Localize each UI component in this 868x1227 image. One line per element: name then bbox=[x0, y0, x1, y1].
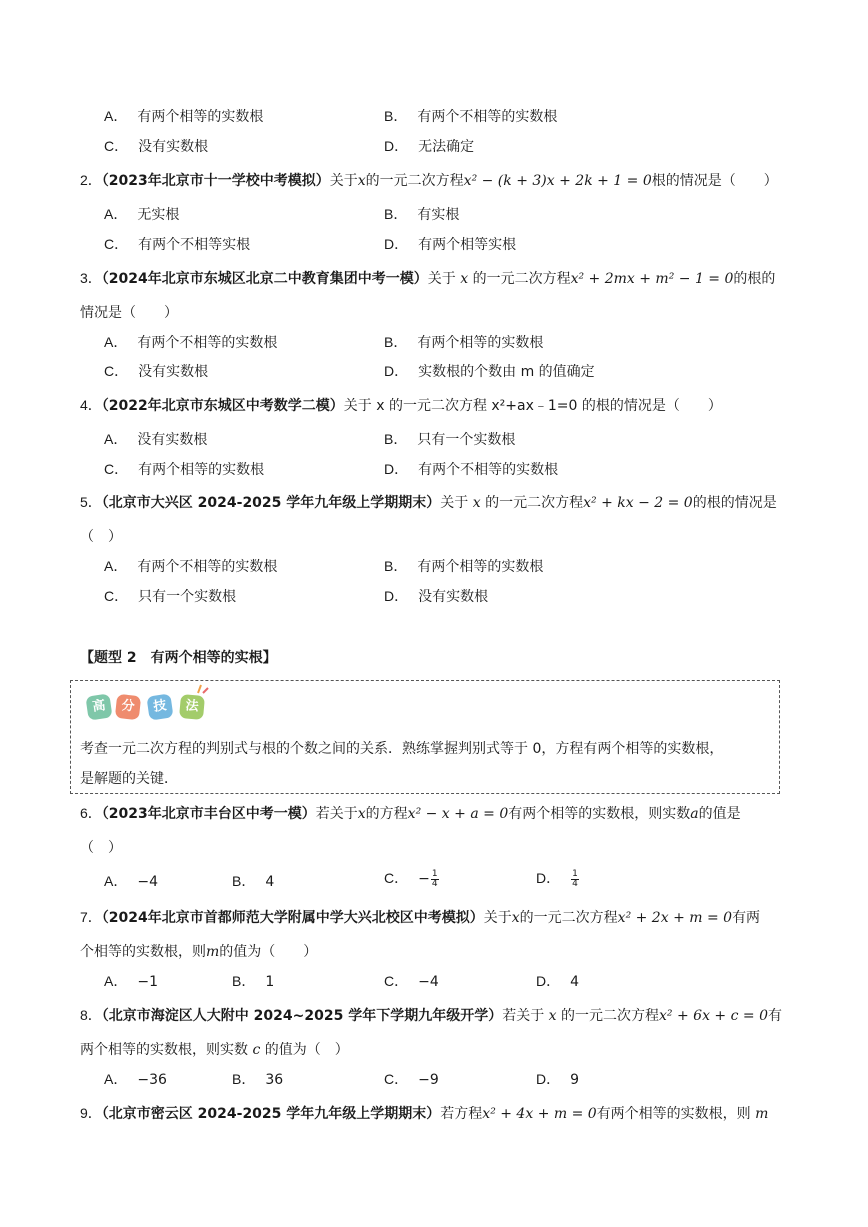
q8-option-b: B． 36 bbox=[232, 1071, 284, 1088]
question-7-stem-line2: 个相等的实数根，则m的值为（ ） bbox=[80, 944, 318, 960]
q5-option-d: D． 没有实数根 bbox=[384, 588, 489, 605]
q4-option-b: B． 只有一个实数根 bbox=[384, 431, 516, 448]
q5-option-c: C． 只有一个实数根 bbox=[104, 588, 237, 605]
q2-option-d: D． 有两个相等实根 bbox=[384, 236, 517, 253]
tip-badge-3: 技 bbox=[146, 693, 173, 720]
question-2-stem: 2．（2023年北京市十一学校中考模拟）关于x的一元二次方程x² − (k + 3)x + 2k + 1 = 0根的情况是（ ） bbox=[80, 172, 778, 189]
tip-badge-2: 分 bbox=[115, 694, 141, 720]
q4-option-a: A． 没有实数根 bbox=[104, 431, 208, 448]
option-d: D． 无法确定 bbox=[384, 138, 475, 155]
q5-option-b: B． 有两个相等的实数根 bbox=[384, 558, 544, 575]
question-6-stem: 6．（2023年北京市丰台区中考一模）若关于x的方程x² − x + a = 0有两个相等的实数根，则实数a的值是 bbox=[80, 805, 741, 822]
question-8-stem: 8．（北京市海淀区人大附中 2024~2025 学年下学期九年级开学）若关于 x 的一元二次方程x² + 6x + c = 0有 bbox=[80, 1007, 782, 1024]
question-5-stem-line2: （ ） bbox=[80, 529, 122, 545]
question-4-stem: 4．（2022年北京市东城区中考数学二模）关于 x 的一元二次方程 x²+ax﹣1=0 的根的情况是（ ） bbox=[80, 397, 722, 414]
q3-option-b: B． 有两个相等的实数根 bbox=[384, 334, 544, 351]
q7-option-a: A． −1 bbox=[104, 973, 158, 990]
section-heading: 【题型 2 有两个相等的实根】 bbox=[80, 650, 277, 666]
question-6-stem-line2: （ ） bbox=[80, 840, 122, 856]
question-3-stem: 3．（2024年北京市东城区北京二中教育集团中考一模）关于 x 的一元二次方程x² + 2mx + m² − 1 = 0的根的 bbox=[80, 270, 776, 287]
q3-option-c: C． 没有实数根 bbox=[104, 363, 209, 380]
q2-option-b: B． 有实根 bbox=[384, 206, 460, 223]
q4-option-d: D． 有两个不相等的实数根 bbox=[384, 461, 559, 478]
q8-option-d: D． 9 bbox=[536, 1071, 580, 1088]
q2-option-c: C． 有两个不相等实根 bbox=[104, 236, 251, 253]
q3-option-d: D． 实数根的个数由 m 的值确定 bbox=[384, 363, 595, 380]
q7-option-d: D． 4 bbox=[536, 973, 580, 990]
q8-option-a: A． −36 bbox=[104, 1071, 167, 1088]
q6-option-b: B． 4 bbox=[232, 873, 275, 890]
q5-option-a: A． 有两个不相等的实数根 bbox=[104, 558, 278, 575]
question-9-stem: 9．（北京市密云区 2024-2025 学年九年级上学期期末）若方程x² + 4x + m = 0有两个相等的实数根，则 m bbox=[80, 1105, 769, 1122]
tip-text-line2: 是解题的关键． bbox=[80, 771, 178, 787]
q7-option-c: C． −4 bbox=[384, 973, 439, 990]
option-b: B． 有两个不相等的实数根 bbox=[384, 108, 558, 125]
q3-option-a: A． 有两个不相等的实数根 bbox=[104, 334, 278, 351]
tip-badge-4: 法 bbox=[179, 694, 205, 720]
q7-option-b: B． 1 bbox=[232, 973, 275, 990]
q4-option-c: C． 有两个相等的实数根 bbox=[104, 461, 265, 478]
question-8-stem-line2: 两个相等的实数根，则实数 c 的值为（ ） bbox=[80, 1042, 349, 1058]
option-c: C． 没有实数根 bbox=[104, 138, 209, 155]
sparkle-icon bbox=[196, 683, 210, 695]
tip-text-line1: 考查一元二次方程的判别式与根的个数之间的关系．熟练掌握判别式等于 0，方程有两个相等的实数根， bbox=[80, 741, 724, 757]
q6-option-a: A． −4 bbox=[104, 873, 158, 890]
question-5-stem: 5．（北京市大兴区 2024-2025 学年九年级上学期期末）关于 x 的一元二次方程x² + kx − 2 = 0的根的情况是 bbox=[80, 494, 777, 511]
q8-option-c: C． −9 bbox=[384, 1071, 439, 1088]
q6-option-d: D． $\frac{1}{4}$ bbox=[536, 868, 578, 889]
option-a: A． 有两个相等的实数根 bbox=[104, 108, 264, 125]
question-3-stem-line2: 情况是（ ） bbox=[80, 305, 178, 321]
question-7-stem: 7．（2024年北京市首都师范大学附属中学大兴北校区中考模拟）关于x的一元二次方程x² + 2x + m = 0有两 bbox=[80, 909, 761, 926]
q6-option-c: C． − $\frac{1}{4}$ bbox=[384, 868, 438, 889]
q2-option-a: A． 无实根 bbox=[104, 206, 180, 223]
tip-badge-1: 高 bbox=[85, 693, 112, 720]
